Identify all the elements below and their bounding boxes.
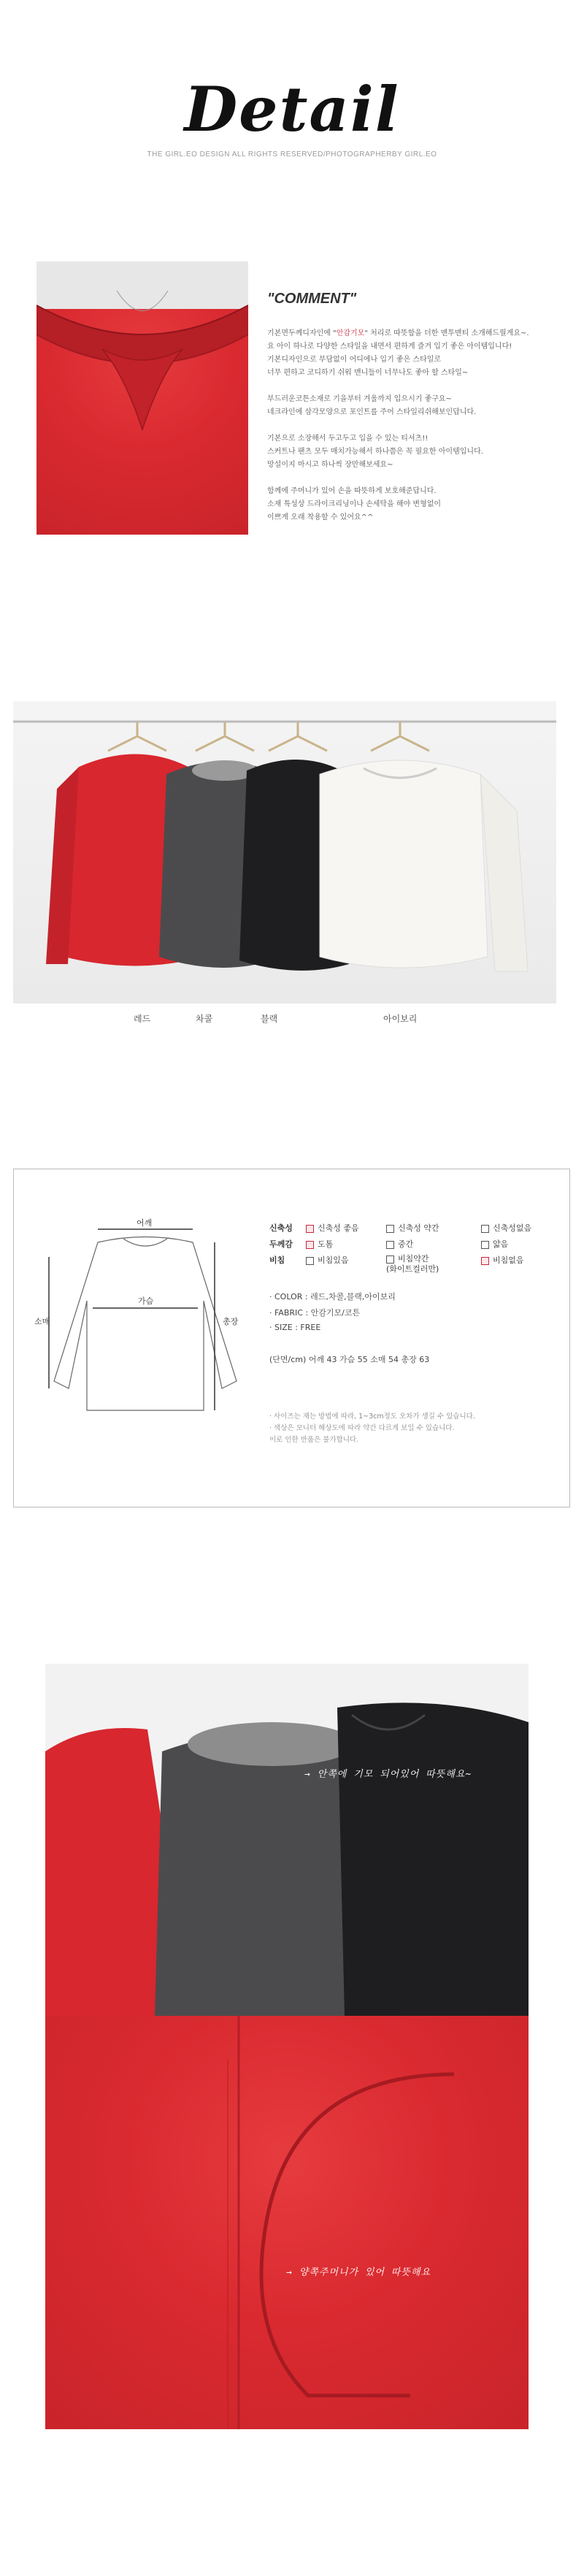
checkbox-icon bbox=[386, 1225, 394, 1233]
diagram-label-sleeve: 소매 bbox=[34, 1317, 50, 1326]
size-note-3: 이로 인한 반품은 불가합니다. bbox=[269, 1436, 359, 1444]
diagram-label-shoulder: 어깨 bbox=[137, 1218, 153, 1228]
spec-size: · SIZE : FREE bbox=[269, 1323, 321, 1332]
comment-text: 요 아이 하나로 다양한 스타일을 내면서 편하게 즐겨 입기 좋은 아이템입니다! bbox=[267, 343, 512, 351]
attr-sheer-opt-3: 비침없음 bbox=[481, 1254, 524, 1266]
diagram-label-length: 총장 bbox=[223, 1317, 239, 1326]
fleece-illustration bbox=[45, 1664, 529, 2016]
comment-paragraph-3 bbox=[267, 432, 559, 472]
comment-highlight: 안감기모 bbox=[336, 329, 365, 337]
comment-text: 스커트나 팬츠 모두 매치가능해서 하나쯤은 꼭 필요한 아이템입니다. bbox=[267, 448, 483, 456]
attr-thickness-label: 두께감 bbox=[269, 1239, 293, 1249]
comment-text: 기본으로 소장해서 두고두고 입을 수 있는 티셔츠!! bbox=[267, 435, 429, 443]
color-label-red: 레드 bbox=[134, 1014, 151, 1024]
attr-sheer-opt-2: 비침약간 (화이트컬러만) bbox=[386, 1254, 439, 1274]
page-title: Detail bbox=[184, 73, 400, 145]
fleece-note: → 안쪽에 기모 되어있어 따뜻해요~ bbox=[304, 1769, 472, 1780]
size-info-box bbox=[13, 1169, 570, 1507]
attr-sheer-opt-1: 비침있음 bbox=[306, 1254, 349, 1266]
collar-illustration bbox=[36, 261, 248, 535]
comment-text: 함께에 주머니가 있어 손을 따뜻하게 보호해준답니다. bbox=[267, 487, 437, 495]
checkbox-icon bbox=[386, 1255, 394, 1264]
comment-paragraph-2 bbox=[267, 393, 559, 419]
collar-detail-photo bbox=[36, 261, 248, 535]
size-measurements: (단면/cm) 어깨 43 가슴 55 소매 54 총장 63 bbox=[269, 1355, 430, 1364]
fleece-lining-photo bbox=[45, 1664, 529, 2016]
size-note-2: · 색상은 모니터 해상도에 따라 약간 다르게 보일 수 있습니다. bbox=[269, 1424, 455, 1432]
checkbox-icon bbox=[386, 1241, 394, 1249]
attr-stretch-opt-1: 신축성 좋음 bbox=[306, 1222, 359, 1234]
comment-text: 이쁘게 오래 착용할 수 있어요^^ bbox=[267, 513, 374, 521]
attr-thickness-opt-2: 중간 bbox=[386, 1238, 413, 1250]
color-lineup-photo bbox=[13, 701, 556, 1004]
attr-thickness-opt-1: 도톰 bbox=[306, 1238, 333, 1250]
checkbox-checked-icon bbox=[306, 1225, 314, 1233]
checkbox-checked-icon bbox=[481, 1257, 489, 1265]
comment-text: 망설이지 마시고 하나씩 장만해보세요~ bbox=[267, 461, 393, 469]
attr-stretch-opt-3: 신축성없음 bbox=[481, 1222, 531, 1234]
checkbox-icon bbox=[481, 1225, 489, 1233]
checkbox-icon bbox=[481, 1241, 489, 1249]
attr-stretch-opt-2: 신축성 약간 bbox=[386, 1222, 439, 1234]
diagram-label-chest: 가슴 bbox=[138, 1296, 154, 1306]
attr-thickness-opt-3: 얇음 bbox=[481, 1238, 508, 1250]
spec-color: · COLOR : 레드,차콜,블랙,아이보리 bbox=[269, 1292, 396, 1302]
comment-title: "COMMENT" bbox=[267, 291, 357, 307]
comment-text: 너무 편하고 코디하기 쉬워 맨니들이 너무나도 좋아 할 스타일~ bbox=[267, 369, 469, 377]
pocket-detail-photo bbox=[45, 2016, 529, 2429]
comment-body bbox=[267, 327, 559, 538]
comment-text: 네크라인에 삼각모양으로 포인트를 주어 스타일리쉬해보인답니다. bbox=[267, 408, 477, 416]
comment-paragraph-1 bbox=[267, 327, 559, 380]
attr-sheer-label: 비침 bbox=[269, 1255, 285, 1265]
sweatshirt-outline-icon bbox=[36, 1213, 255, 1432]
comment-text: 소재 특성상 드라이크리닝이나 손세탁을 해야 변형없이 bbox=[267, 500, 442, 508]
comment-paragraph-4 bbox=[267, 485, 559, 524]
attr-stretch-label: 신축성 bbox=[269, 1223, 293, 1233]
copyright-text: THE GIRL.EO DESIGN ALL RIGHTS RESERVED/PHOTOGRAPHERBY GIRL.EO bbox=[147, 150, 437, 158]
size-diagram bbox=[36, 1213, 255, 1432]
comment-text: 부드러운코튼소재로 기을부터 겨울까지 입으시기 좋구요~ bbox=[267, 395, 452, 403]
size-note-1: · 사이즈는 재는 방법에 따라, 1~3cm정도 오차가 생길 수 있습니다. bbox=[269, 1413, 475, 1421]
spec-fabric: · FABRIC : 안감기모/코튼 bbox=[269, 1308, 361, 1318]
color-label-ivory: 아이보리 bbox=[383, 1014, 418, 1024]
comment-text: " 처리로 따뜻함을 더한 맨투맨티 소개해드릴게요~. bbox=[364, 329, 529, 337]
sweatshirts-illustration bbox=[13, 701, 556, 1004]
pocket-illustration bbox=[45, 2016, 529, 2429]
checkbox-checked-icon bbox=[306, 1241, 314, 1249]
comment-text: 기본면두께디자인에 " bbox=[267, 329, 337, 337]
color-label-black: 블랙 bbox=[261, 1014, 278, 1024]
comment-text: 기본디자인으로 부담없이 어디에나 입기 좋은 스타일로 bbox=[267, 356, 442, 364]
color-label-charcoal: 차콜 bbox=[196, 1014, 213, 1024]
pocket-note: → 양쪽주머니가 있어 따뜻해요 bbox=[286, 2267, 431, 2278]
checkbox-icon bbox=[306, 1257, 314, 1265]
